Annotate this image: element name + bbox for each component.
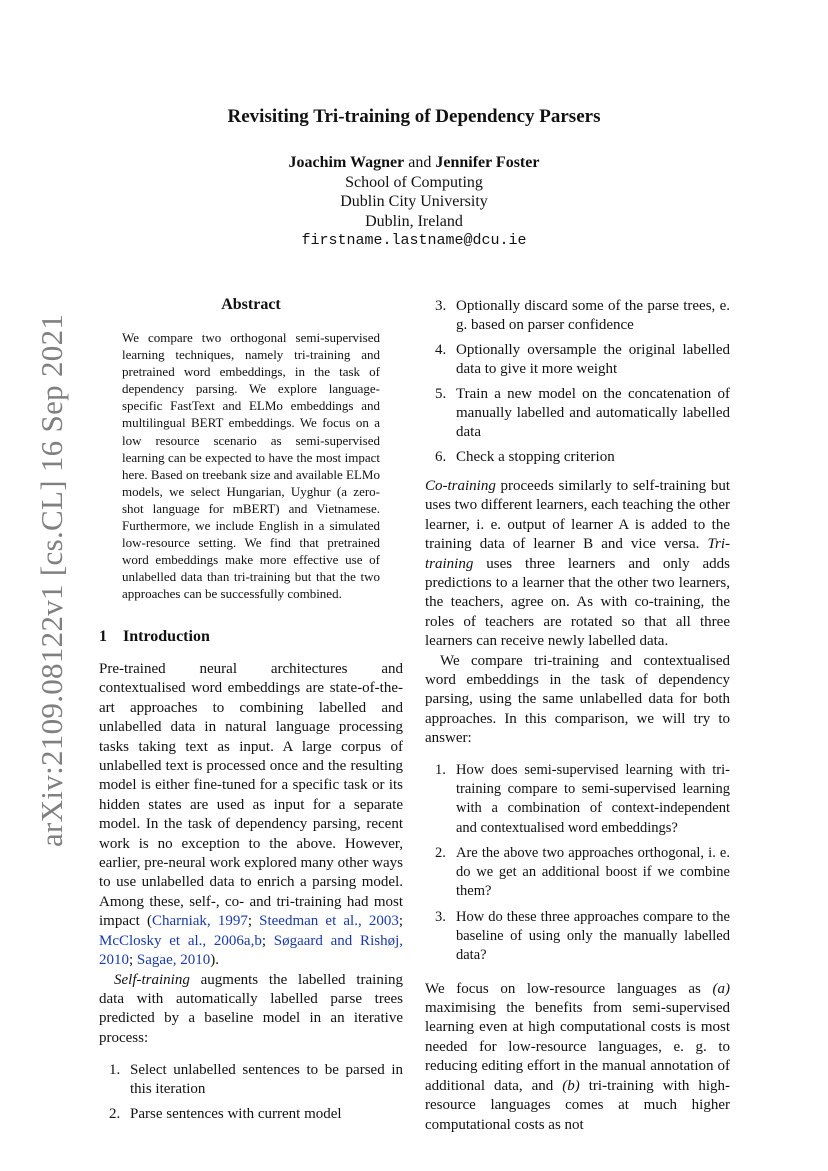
list-item-number: 5.: [435, 386, 447, 402]
intro-paragraph-1: [99, 660, 403, 971]
list-item: [99, 1061, 403, 1099]
citation-separator: ;: [398, 913, 404, 930]
author-1: Joachim Wagner: [288, 154, 405, 171]
intro-paragraph-3: [425, 477, 730, 652]
intro-p1-text: Pre-trained neural architectures and contextualised word embeddings are state-of-the-art approaches to combining labelled and unlabelled data in natural language processing tasks taking text as input. A large corpus of unlabelled text is processed once and the resulting model is either fine-tuned for a specific task or its hidden states are used as input for a separate model. In the task of dependency parsing, recent work is no exception to the above. However, earlier, pre-neural work explored many other ways to use unlabelled data to enrich a parsing model. Among these, self-, co- and tri-training had most impact (: [99, 661, 403, 930]
citation-sogaard-2010[interactable]: Søgaard and Rishøj, 2010: [99, 932, 403, 969]
citation-separator: ;: [261, 932, 274, 949]
intro-p4-text: We compare tri-training and contextualised word embeddings in the task of dependency parsing, using the same unlabelled data for both approaches. In this comparison, we will try to answer:: [425, 652, 730, 747]
citation-charniak-1997[interactable]: Charniak, 1997: [151, 913, 248, 930]
research-questions: [425, 761, 730, 966]
citation-steedman-2003[interactable]: Steedman et al., 2003: [259, 913, 399, 930]
term-co-training: Co-training: [425, 478, 496, 494]
author-2: Jennifer Foster: [435, 154, 540, 171]
list-item: [425, 297, 730, 335]
list-item-number: 3.: [435, 908, 446, 925]
list-item: [425, 908, 730, 966]
list-item-text: Check a stopping criterion: [456, 449, 615, 465]
abstract-heading: Abstract: [221, 296, 281, 313]
intro-p3-text-2: uses three learners and only adds predictions to a learner that the other two learners, the teachers, agree on. As with co-training, the roles of teachers are rotated so that all three learners can receive newly labelled data.: [425, 555, 730, 650]
list-item-number: 2.: [435, 844, 446, 861]
list-item: [425, 385, 730, 442]
affiliation-location: Dublin, Ireland: [365, 212, 463, 230]
intro-paragraph-4: [425, 652, 730, 749]
citation-sagae-2010[interactable]: Sagae, 2010: [136, 952, 211, 969]
intro-p5-text-2: maximising the benefits from semi-supervised learning even at high computational costs is most needed for low-resource languages, e. g. to reducing editing effort in the manual annotation of additional data, and: [425, 1000, 730, 1094]
list-item-number: 1.: [435, 761, 446, 778]
term-self-training: Self-training: [114, 971, 190, 988]
list-item-text: Are the above two approaches orthogonal, i. e. do we get an additional boost if we combine them?: [456, 844, 730, 900]
list-item: [99, 1105, 403, 1124]
intro-p5-text-3: tri-training with high-resource languages comes at much higher computational costs as not: [425, 1077, 730, 1133]
self-training-steps-part-1: [99, 1061, 403, 1124]
author-names: [0, 153, 828, 173]
intro-paragraph-5: [425, 980, 730, 1135]
left-column-body: [99, 660, 403, 1130]
term-tri-training: Tri-training: [425, 536, 730, 572]
list-item-number: 3.: [435, 298, 447, 314]
list-item: [425, 761, 730, 838]
list-item-text: How do these three approaches compare to the baseline of using only the manually labelled data?: [456, 908, 730, 964]
list-item-text: Optionally discard some of the parse trees, e. g. based on parser confidence: [456, 298, 730, 333]
intro-p3-text-1: proceeds similarly to self-training but uses two different learners, each teaching the other learner, i. e. output of learner A is added to the training data of learner B and vice versa.: [425, 478, 730, 553]
point-a-marker: (a): [712, 980, 730, 997]
intro-p5-text-1: We focus on low-resource languages as: [425, 980, 713, 997]
section-heading-introduction: [99, 628, 210, 646]
list-item: [425, 341, 730, 379]
list-item-text: Train a new model on the concatenation of manually labelled and automatically labelled data: [456, 386, 730, 440]
list-item: [425, 448, 730, 467]
point-b-marker: (b): [562, 1077, 580, 1094]
citation-separator: ;: [129, 952, 137, 969]
affiliation-department: School of Computing: [345, 173, 483, 191]
section-number: 1: [99, 628, 107, 645]
affiliation-university: Dublin City University: [340, 193, 488, 210]
list-item-text: Optionally oversample the original labelled data to give it more weight: [456, 342, 730, 377]
intro-paragraph-2: [99, 971, 403, 1049]
intro-p2-text: augments the labelled training data with automatically labelled parse trees predicted by a baseline model in an iterative process:: [99, 971, 403, 1046]
list-item-number: 6.: [435, 449, 447, 465]
citation-mcclosky-2006[interactable]: McClosky et al., 2006a,b: [99, 932, 262, 949]
list-item-text: Parse sentences with current model: [130, 1106, 342, 1123]
intro-p1-end: ).: [210, 952, 219, 969]
section-title: Introduction: [123, 628, 210, 645]
right-column-body: [425, 297, 730, 1135]
list-item-number: 1.: [109, 1062, 121, 1079]
list-item-number: 4.: [435, 342, 447, 358]
paper-title: Revisiting Tri-training of Dependency Parsers: [227, 106, 601, 127]
list-item-text: How does semi-supervised learning with tri-training compare to semi-supervised learning with a combination of context-independent and contextualised word embeddings?: [456, 761, 730, 836]
list-item: [425, 844, 730, 902]
list-item-number: 2.: [109, 1106, 121, 1123]
citation-separator: ;: [247, 913, 260, 930]
list-item-text: Select unlabelled sentences to be parsed in this iteration: [130, 1062, 403, 1098]
arxiv-identifier: arXiv:2109.08122v1 [cs.CL] 16 Sep 2021: [34, 313, 69, 847]
author-block: [0, 153, 828, 251]
self-training-steps-part-2: [425, 297, 730, 467]
abstract-text: We compare two orthogonal semi-supervised learning techniques, namely tri-training and pretrained word embeddings, in the task of dependency parsing. We explore language-specific FastText and ELMo embeddings and multilingual BERT embeddings. We focus on a low resource scenario as semi-supervised learning can be expected to have the most impact here. Based on treebank size and available ELMo models, we select Hungarian, Uyghur (a zero-shot language for mBERT) and Vietnamese. Furthermore, we include English in a simulated low-resource setting. We find that pretrained word embeddings make more effective use of unlabelled data than tri-training but that the two approaches can be successfully combined.: [122, 330, 380, 602]
author-conjunction: and: [408, 154, 432, 171]
author-email: firstname.lastname@dcu.ie: [301, 232, 527, 249]
